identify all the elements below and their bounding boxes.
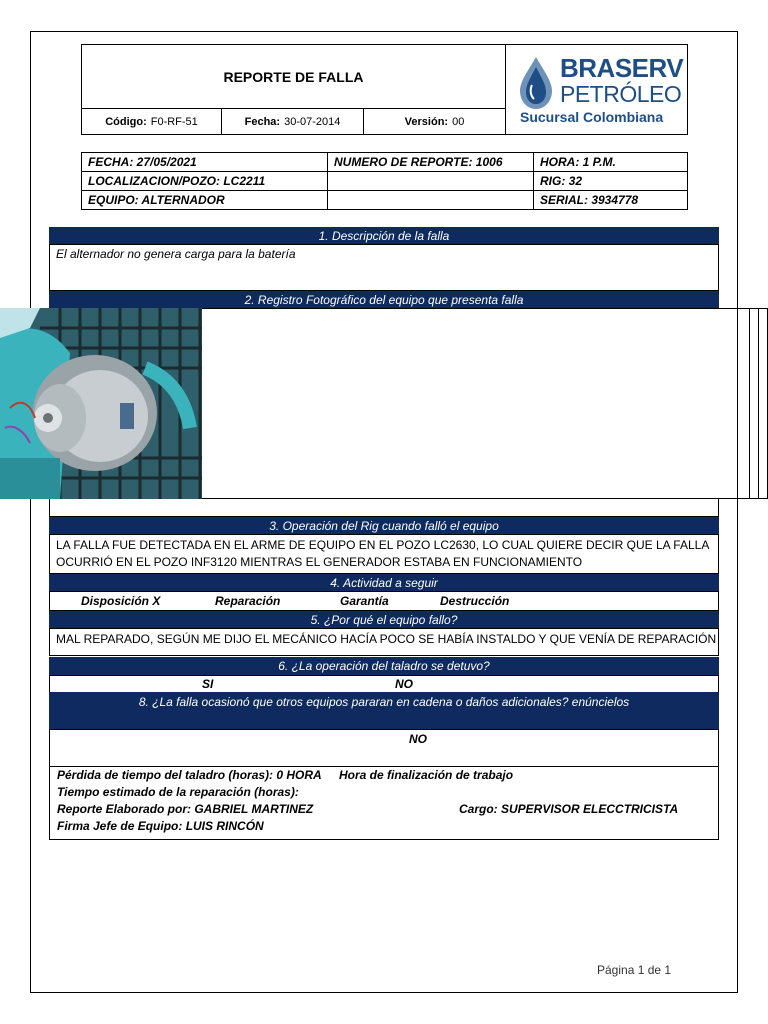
- report-title: REPORTE DE FALLA: [223, 68, 364, 85]
- section-2-header: [49, 291, 719, 309]
- section-1-header: [49, 227, 719, 245]
- report-title-cell: [81, 44, 506, 109]
- section-3-line-1: LA FALLA FUE DETECTADA EN EL ARME DE EQUIPO EN EL POZO LC2630, LO CUAL QUIERE DECIR QUE LA FALLA: [56, 538, 710, 552]
- info-empty: [327, 171, 534, 191]
- section-5-text: MAL REPARADO, SEGÚN ME DIJO EL MECÁNICO HACÍA POCO SE HABÍA INSTALDO Y QUE VENÍA DE REPARACIÓN: [56, 632, 717, 646]
- section-8-answer: NO: [409, 732, 427, 746]
- section-1-body: [49, 244, 719, 291]
- tiempo-estimado: Tiempo estimado de la reparación (horas):: [57, 785, 299, 799]
- info-numero-reporte: [327, 152, 534, 172]
- page-number: Página 1 de 1: [597, 963, 672, 977]
- option-disposicion: Disposición X: [81, 594, 161, 608]
- footer-box: [49, 766, 719, 840]
- version-cell: [363, 108, 506, 135]
- info-fecha-text: FECHA: 27/05/2021: [88, 155, 197, 169]
- fecha-header-label: Fecha:: [244, 115, 281, 128]
- section-2-title: 2. Registro Fotográfico del equipo que presenta falla: [244, 293, 524, 307]
- section-3-title: 3. Operación del Rig cuando falló el equipo: [269, 519, 499, 533]
- section-6-body: [49, 675, 719, 693]
- section-1-title: 1. Descripción de la falla: [318, 229, 450, 243]
- section-3-line-2: OCURRIÓ EN EL POZO INF3120 MIENTRAS EL GENERADOR ESTABA EN FUNCIONAMIENTO: [56, 555, 583, 569]
- cargo: Cargo: SUPERVISOR ELECCTRICISTA: [459, 802, 679, 816]
- info-numero-reporte-text: NUMERO DE REPORTE: 1006: [334, 155, 503, 169]
- hora-finalizacion: Hora de finalización de trabajo: [339, 768, 514, 782]
- info-fecha: [81, 152, 328, 172]
- photo-frame-edge: [749, 308, 759, 499]
- section-8-title: 8. ¿La falla ocasionó que otros equipos pararan en cadena o daños adicionales? enúncielos: [138, 695, 630, 709]
- drop-logo-icon: [518, 55, 554, 111]
- option-reparacion: Reparación: [215, 594, 281, 608]
- alternator-photo: [0, 308, 202, 499]
- info-localizacion-text: LOCALIZACION/POZO: LC2211: [88, 174, 266, 188]
- section-6-title: 6. ¿La operación del taladro se detuvo?: [278, 659, 490, 673]
- logo-petroleo: PETRÓLEO: [560, 81, 682, 107]
- section-8-header: [49, 692, 719, 730]
- logo-sucursal: Sucursal Colombiana: [520, 109, 664, 125]
- answer-no: NO: [395, 677, 413, 691]
- section-5-body: [49, 628, 719, 656]
- fecha-header-value: 30-07-2014: [284, 115, 341, 128]
- version-value: 00: [452, 115, 465, 128]
- section-5-header: [49, 611, 719, 629]
- alternator-photo-image: [0, 308, 202, 499]
- info-equipo-text: EQUIPO: ALTERNADOR: [88, 193, 225, 207]
- info-serial-text: SERIAL: 3934778: [540, 193, 639, 207]
- logo-cell: [505, 44, 688, 135]
- info-hora: [533, 152, 688, 172]
- section-3-body: [49, 534, 719, 574]
- info-localizacion: [81, 171, 328, 191]
- section-5-title: 5. ¿Por qué el equipo fallo?: [310, 613, 458, 627]
- info-equipo: [81, 190, 328, 210]
- section-4-header: [49, 574, 719, 592]
- answer-si: SI: [202, 677, 214, 691]
- section-4-body: [49, 591, 719, 611]
- info-hora-text: HORA: 1 P.M.: [540, 155, 616, 169]
- info-serial: [533, 190, 688, 210]
- codigo-cell: [81, 108, 222, 135]
- info-rig-text: RIG: 32: [540, 174, 583, 188]
- section-6-header: [49, 657, 719, 675]
- codigo-label: Código:: [105, 115, 147, 128]
- perdida-tiempo: Pérdida de tiempo del taladro (horas): 0 HORA: [57, 768, 322, 782]
- section-1-text: El alternador no genera carga para la batería: [56, 247, 296, 261]
- version-label: Versión:: [404, 115, 449, 128]
- fecha-header-cell: [221, 108, 364, 135]
- section-3-header: [49, 517, 719, 535]
- reporte-elaborado: Reporte Elaborado por: GABRIEL MARTINEZ: [57, 802, 314, 816]
- codigo-value: F0-RF-51: [150, 115, 198, 128]
- section-3-spacer: [49, 499, 719, 517]
- logo-braserv: BRASERV: [560, 53, 684, 83]
- firma-jefe: Firma Jefe de Equipo: LUIS RINCÓN: [57, 819, 264, 833]
- option-garantia: Garantía: [340, 594, 389, 608]
- info-rig: [533, 171, 688, 191]
- option-destruccion: Destrucción: [440, 594, 510, 608]
- section-4-title: 4. Actividad a seguir: [330, 576, 438, 590]
- section-8-body: [49, 729, 719, 767]
- info-empty-2: [327, 190, 534, 210]
